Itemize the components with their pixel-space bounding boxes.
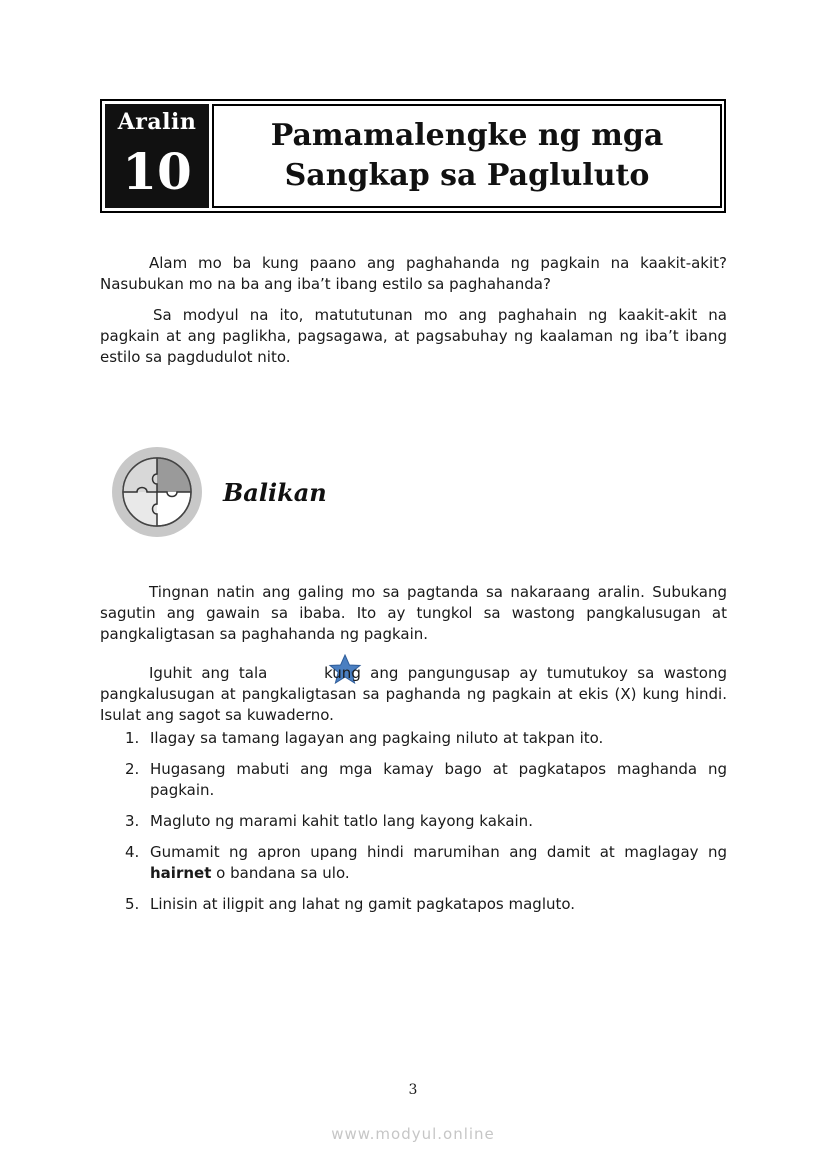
page-number: 3	[408, 1082, 418, 1098]
star-icon	[277, 654, 315, 684]
list-item	[100, 811, 727, 832]
intro-paragraph-2: Sa modyul na ito, matututunan mo ang paghahain ng kaakit-akit na pagkain at ang paglikha, pagsagawa, at pagsabuhay ng kaalaman ng iba’t ibang estilo sa pagdudulot nito.	[100, 306, 727, 366]
item-number: 4.	[125, 843, 140, 861]
item-number: 2.	[125, 760, 140, 778]
question-list	[100, 728, 727, 915]
lesson-label: Aralin	[117, 109, 197, 135]
lesson-badge	[105, 104, 209, 208]
list-item	[100, 759, 727, 801]
list-item	[100, 842, 727, 884]
watermark: www.modyul.online	[331, 1125, 495, 1143]
lesson-number: 10	[122, 142, 192, 201]
item-number: 3.	[125, 812, 140, 830]
item-number: 5.	[125, 895, 140, 913]
item-text: Magluto ng marami kahit tatlo lang kayong kakain.	[150, 812, 533, 830]
list-item	[100, 728, 727, 749]
puzzle-icon	[111, 446, 203, 538]
lesson-title-box	[212, 104, 722, 208]
item-text: Hugasang mabuti ang mga kamay bago at pagkatapos maghanda ng pagkain.	[150, 760, 727, 799]
balikan-paragraph-1: Tingnan natin ang galing mo sa pagtanda sa nakaraang aralin. Subukang sagutin ang gawain sa ibaba. Ito ay tungkol sa wastong pangkalusugan at pangkaligtasan sa paghahanda ng pagkain.	[100, 583, 727, 643]
item-number: 1.	[125, 729, 140, 747]
list-item	[100, 894, 727, 915]
lesson-title-line-1: Pamamalengke ng mga	[270, 118, 664, 153]
item-text-before: Gumamit ng apron upang hindi marumihan ang damit at maglagay ng	[150, 843, 727, 861]
section-title-balikan: Balikan	[223, 478, 327, 507]
lesson-title-line-2: Sangkap sa Pagluluto	[284, 158, 650, 193]
item-text: Linisin at iligpit ang lahat ng gamit pagkatapos magluto.	[150, 895, 576, 913]
instruction-before-star: Iguhit ang tala	[149, 664, 268, 682]
intro-paragraph-1: Alam mo ba kung paano ang paghahanda ng pagkain na kaakit-akit? Nasubukan mo na ba ang iba’t ibang estilo sa paghahanda?	[100, 254, 727, 293]
item-bold-term: hairnet	[150, 864, 212, 882]
lesson-header	[100, 99, 726, 213]
balikan-paragraph-2	[100, 654, 727, 726]
instruction-after-star: kung ang pangungusap ay tumutukoy sa wastong pangkalusugan at pangkaligtasan sa paghanda ng pagkain at ekis (X) kung hindi. Isulat ang sagot sa kuwaderno.	[100, 664, 727, 724]
item-text: Ilagay sa tamang lagayan ang pagkaing niluto at takpan ito.	[150, 729, 604, 747]
item-text-after: o bandana sa ulo.	[216, 864, 350, 882]
